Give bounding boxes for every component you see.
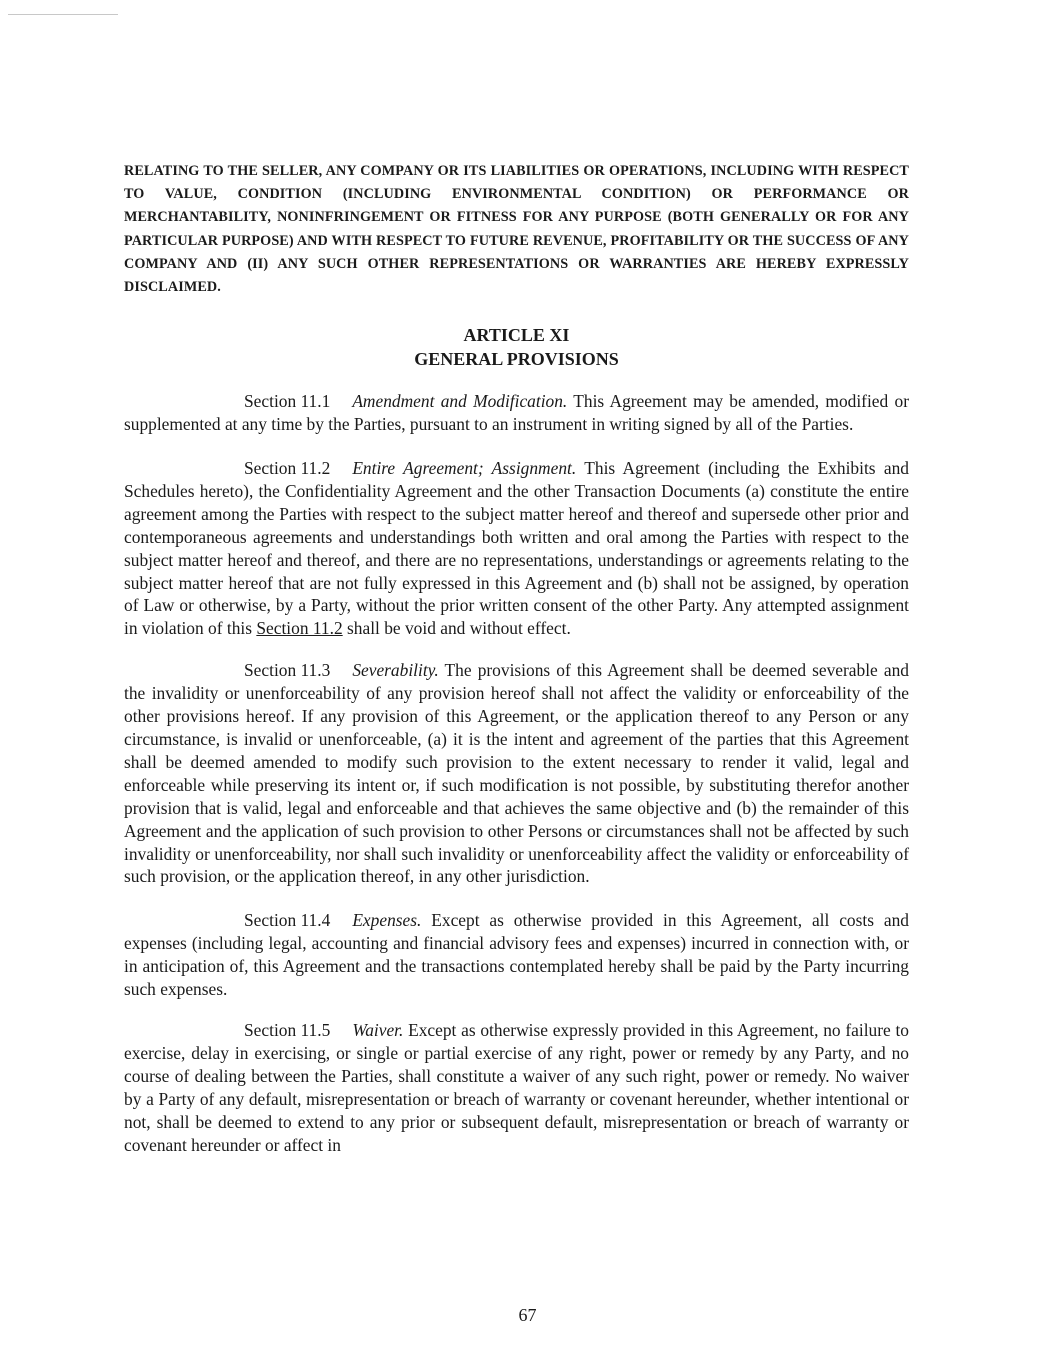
article-heading — [124, 323, 909, 371]
section-label: Section 11.4 — [244, 910, 331, 931]
page-number: 67 — [518, 1305, 537, 1325]
section-label: Section 11.2 — [244, 458, 331, 479]
section-text: This Agreement (including the Exhibits and Schedules hereto), the Confidentiality Agreement and the other Transaction Documents (a) constitute the entire agreement among the Parties with respect to the subject matter hereof and thereof and supersede other prior and contemporaneous agreements and understandings both written and oral among the Parties with respect to the subject matter hereof and thereof, and there are no representations, understandings or agreements relating to the subject matter hereof that are not fully expressed in this Agreement and (b) shall not be assigned, by operation of Law or otherwise, by a Party, without the prior written consent of the other Party. Any attempted assignment in violation of this — [124, 458, 910, 639]
section-11-3 — [124, 659, 909, 888]
section-label: Section 11.1 — [244, 391, 331, 412]
article-number: ARTICLE XI — [463, 325, 570, 346]
section-11-2 — [124, 457, 909, 640]
disclaimer-paragraph: RELATING TO THE SELLER, ANY COMPANY OR ITS LIABILITIES OR OPERATIONS, INCLUDING WITH RESPECT TO VALUE, CONDITION (INCLUDING ENVIRONMENTAL CONDITION) OR PERFORMANCE OR MERCHANTABILITY, NONINFRINGEMENT OR FITNESS FOR ANY PURPOSE (BOTH GENERALLY OR FOR ANY PARTICULAR PURPOSE) AND WITH RESPECT TO FUTURE REVENUE, PROFITABILITY OR THE SUCCESS OF ANY COMPANY AND (II) ANY SUCH OTHER REPRESENTATIONS OR WARRANTIES ARE HEREBY EXPRESSLY DISCLAIMED. — [124, 163, 909, 296]
article-title: GENERAL PROVISIONS — [414, 349, 619, 370]
section-label: Section 11.5 — [244, 1019, 331, 1040]
section-title: Entire Agreement; Assignment. — [352, 458, 577, 479]
scan-artifact-line — [8, 14, 118, 15]
document-body — [124, 160, 909, 1156]
section-text: Except as otherwise provided in this Agreement, all costs and expenses (including legal, accounting and financial advisory fees and expenses) incurred in connection with, or in anticipation of, this Agreement and the transactions contemplated hereby shall be paid by the Party incurring such expenses. — [124, 910, 909, 1000]
section-label: Section 11.3 — [244, 660, 331, 681]
section-title: Expenses. — [352, 910, 422, 931]
section-cross-reference-link[interactable]: Section 11.2 — [256, 618, 343, 639]
section-text: This Agreement may be amended, modified or supplemented at any time by the Parties, pursuant to an instrument in writing signed by all of the Parties. — [124, 391, 909, 435]
section-text: The provisions of this Agreement shall be deemed severable and the invalidity or unenforceability of any provision hereof shall not affect the validity or enforceability of the other provisions hereof. If any provision of this Agreement, or the application thereof to any Person or any circumstance, is invalid or unenforceable, (a) it is the intent and agreement of the parties that this Agreement shall be deemed amended to modify such provision to the extent necessary to render it valid, legal and enforceable while preserving its intent or, if such modification is not possible, by substituting therefor another provision that is valid, legal and enforceable and that achieves the same objective and (b) the remainder of this Agreement and the application of such provision to other Persons or circumstances shall not be affected by such invalidity or unenforceability, nor shall such invalidity or unenforceability affect the validity or enforceability of such provision, or the application thereof, in any other jurisdiction. — [124, 660, 909, 887]
section-11-5 — [124, 1019, 909, 1156]
section-text-continued: shall be void and without effect. — [342, 618, 571, 639]
section-11-1 — [124, 390, 909, 436]
section-11-4 — [124, 909, 909, 1001]
section-title: Severability. — [352, 660, 439, 681]
section-title: Amendment and Modification. — [352, 391, 568, 412]
section-title: Waiver. — [352, 1019, 404, 1040]
section-text: Except as otherwise expressly provided in this Agreement, no failure to exercise, delay in exercising, or single or partial exercise of any right, power or remedy by any Party, and no course of dealing between the Parties, shall constitute a waiver of any such right, power or remedy. No waiver by a Party of any default, misrepresentation or breach of warranty or covenant hereunder, whether intentional or not, shall be deemed to extend to any prior or subsequent default, misrepresentation or breach of warranty or covenant hereunder or affect in — [124, 1019, 909, 1155]
